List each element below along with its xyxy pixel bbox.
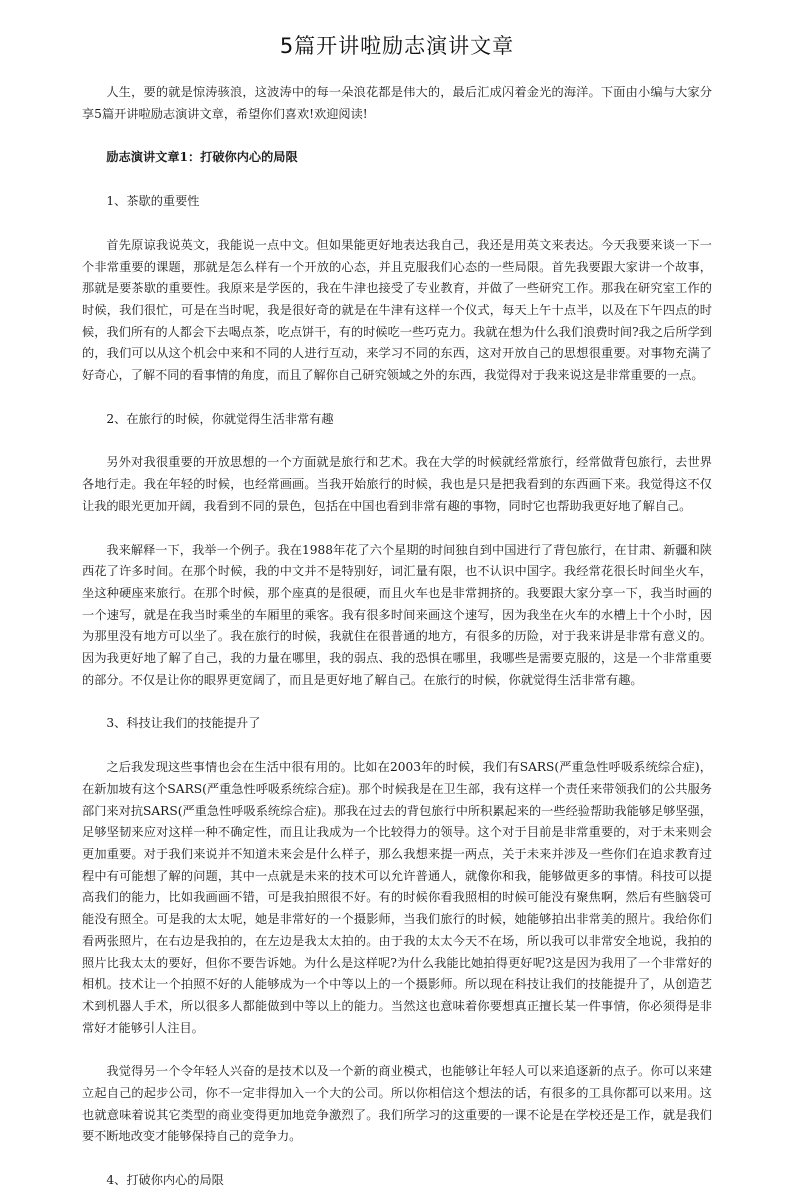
section-1-paragraph-1: 首先原谅我说英文，我能说一点中文。但如果能更好地表达我自己，我还是用英文来表达。今天我要来谈一下一个非常重要的课题，那就是怎么样有一个开放的心态，并且克服我们心态的一些局限。首先我要跟大家讲一个故事，那就是要茶歇的重要性。我原来是学医的，我在牛津也接受了专业教育，并做了一些研究工作。那我在研究室工作的时候，我们很忙，可是在当时呢，我是很好奇的就是在牛津有这样一个仪式，每天上午十点半，以及在下午四点的时候，我们所有的人都会下去喝点茶，吃点饼干，有的时候吃一些巧克力。我就在想为什么我们浪费时间?我之后所学到的，我们可以从这个机会中来和不同的人进行互动，来学习不同的东西，这对开放自己的思想很重要。对事物充满了好奇心，了解不同的看事情的角度，而且了解你自己研究领域之外的东西，我觉得对于我来说这是非常重要的一点。 [82,237,712,383]
section-1-heading: 1、茶歇的重要性 [106,194,200,209]
section-3-paragraph-2: 我觉得另一个令年轻人兴奋的是技术以及一个新的商业模式，也能够让年轻人可以来追逐新的点子。你可以来建立起自己的起步公司，你不一定非得加入一个大的公司。所以你相信这个想法的话，有很多的工具你都可以来用。这也就意味着说其它类型的商业变得更加地竞争激烈了。我们所学习的这重要的一课不论是在学校还是工作，就是我们要不断地改变才能够保持自己的竞争力。 [82,1064,712,1144]
section-4-heading: 4、打破你内心的局限 [106,1173,224,1188]
page-title: 5篇开讲啦励志演讲文章 [279,34,515,58]
section-2-paragraph-2: 我来解释一下，我举一个例子。我在1988年花了六个星期的时间独自到中国进行了背包旅行，在甘肃、新疆和陕西花了许多时间。在那个时候，我的中文并不是特别好，词汇量有限，也不认识中国字。我经常花很长时间坐火车，坐这种硬座来旅行。在那个时候，那个座真的是很硬，而且火车也是非常拥挤的。我要跟大家分享一下，我当时画的一个速写，就是在我当时乘坐的车厢里的乘客。我有很多时间来画这个速写，因为我坐在火车的水槽上十个小时，因为那里没有地方可以坐了。我在旅行的时候，我就住在很普通的地方，有很多的历险，对于我来讲是非常有意义的。因为我更好地了解了自己，我的力量在哪里，我的弱点、我的恐惧在哪里，我哪些是需要克服的，这是一个非常重要的部分。不仅是让你的眼界更宽阔了，而且是更好地了解自己。在旅行的时候，你就觉得生活非常有趣。 [82,542,712,687]
document-page [82,30,712,1192]
section-2-heading: 2、在旅行的时候，你就觉得生活非常有趣 [106,411,334,426]
intro-paragraph: 人生，要的就是惊涛骇浪，这波涛中的每一朵浪花都是伟大的，最后汇成闪着金光的海洋。下面由小编与大家分享5篇开讲啦励志演讲文章，希望你们喜欢!欢迎阅读! [82,85,712,121]
section-2-paragraph-1: 另外对我很重要的开放思想的一个方面就是旅行和艺术。我在大学的时候就经常旅行，经常做背包旅行，去世界各地行走。我在年轻的时候，也经常画画。当我开始旅行的时候，我也是只是把我看到的东西画下来。我觉得这不仅让我的眼光更加开阔，我看到不同的景色，包括在中国也看到非常有趣的事物，同时它也帮助我更好地了解自己。 [82,455,712,513]
article-heading: 励志演讲文章1：打破你内心的局限 [106,150,298,165]
section-3-heading: 3、科技让我们的技能提升了 [106,716,261,731]
section-3-paragraph-1: 之后我发现这些事情也会在生活中很有用的。比如在2003年的时候，我们有SARS(严重急性呼吸系统综合症)，在新加坡有这个SARS(严重急性呼吸系统综合症)。那个时候我是在卫生部，我有这样一个责任来带领我们的公共服务部门来对抗SARS(严重急性呼吸系统综合症)。那我在过去的背包旅行中所积累起来的一些经验帮助我能够足够坚强，足够坚韧来应对这样一种不确定性，而且让我成为一个比较得力的领导。这个对于目前是非常重要的，对于未来则会更加重要。对于我们来说并不知道未来会是什么样子，那么我想来提一两点，关于未来并涉及一些你们在追求教育过程中有可能想了解的问题，其中一点就是未来的技术可以允许普通人，就像你和我，能够做更多的事情。科技可以提高我们的能力，比如我画画不错，可是我拍照很不好。有的时候你看我照相的时候可能没有聚焦啊，然后有些脑袋可能没有照全。可是我的太太呢，她是非常好的一个摄影师，当我们旅行的时候，她能够拍出非常美的照片。我给你们看两张照片，在右边是我拍的，在左边是我太太拍的。由于我的太太今天不在场，所以我可以非常安全地说，我拍的照片比我太太的要好，但你不要告诉她。为什么是这样呢?为什么我能比她拍得更好呢?这是因为我用了一个非常好的相机。技术让一个拍照不好的人能够成为一个中等以上的一个摄影师。所以现在科技让我们的技能提升了，从创造艺术到机器人手术，所以很多人都能做到中等以上的能力。当然这也意味着你要想真正擅长某一件事情，你必须得是非常好才能够引人注目。 [82,760,712,1035]
